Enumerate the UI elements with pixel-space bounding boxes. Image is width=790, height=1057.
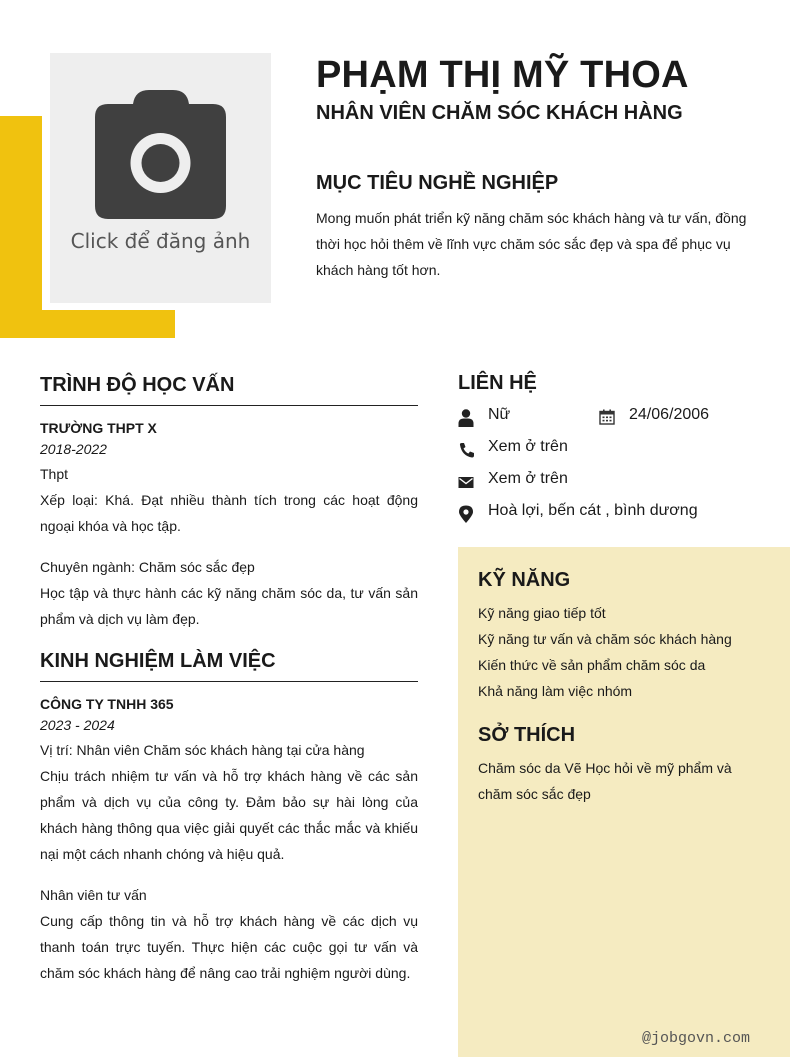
phone-icon [458,441,474,459]
contact-row-gender [458,403,778,435]
skills-heading: KỸ NĂNG [478,569,571,591]
calendar-icon [599,409,615,425]
hobbies-heading: SỞ THÍCH [478,724,576,746]
accent-bar-vertical [0,116,42,338]
career-objective-text: Mong muốn phát triển kỹ năng chăm sóc khách hàng và tư vấn, đồng thời học hỏi thêm về lĩnh vực chăm sóc sắc đẹp và spa để phục vụ khách hàng tốt hơn. [316,210,747,278]
education-rank: Xếp loại: Khá. Đạt nhiều thành tích trong các hoạt động ngoại khóa và học tập. [40,492,418,534]
career-objective-section [316,172,756,283]
left-column [40,374,418,986]
experience-desc: Chịu trách nhiệm tư vấn và hỗ trợ khách hàng về các sản phẩm và dịch vụ của công ty. Đảm bảo sự hài lòng của khách hàng thông qua việc giải quyết các thắc mắc và khiếu nại một cách nhanh chóng và hiệu quả. [40,768,418,862]
education-school: TRƯỜNG THPT X [40,420,157,436]
camera-icon [95,90,226,220]
education-level: Thpt [40,466,69,482]
experience-desc-2: Cung cấp thông tin và hỗ trợ khách hàng về các dịch vụ thanh toán trực tuyến. Thực hiện các cuộc gọi tư vấn và chăm sóc khách hàng để nâng cao trải nghiệm người dùng. [40,913,418,981]
skill-item: Kỹ năng giao tiếp tốt [478,605,606,621]
contact-row-email [458,467,778,499]
contact-heading: LIÊN HỆ [458,372,537,394]
skill-item: Khả năng làm việc nhóm [478,683,633,699]
person-icon [458,409,474,427]
hobbies-text: Chăm sóc da Vẽ Học hỏi về mỹ phẩm và chăm sóc sắc đẹp [478,760,732,802]
experience-role-2: Nhân viên tư vấn [40,887,147,903]
contact-row-phone [458,435,778,467]
education-major: Chuyên ngành: Chăm sóc sắc đẹp [40,559,255,575]
experience-heading: KINH NGHIỆM LÀM VIỆC [40,650,418,682]
experience-position: Vị trí: Nhân viên Chăm sóc khách hàng tại cửa hàng [40,742,365,758]
contact-gender: Nữ [488,406,511,423]
contact-address: Hoà lợi, bến cát , bình dương [488,502,698,519]
location-pin-icon [458,505,474,523]
career-objective-heading: MỤC TIÊU NGHỀ NGHIỆP [316,172,559,194]
experience-period: 2023 - 2024 [40,717,115,733]
side-panel [458,547,790,1057]
contact-birthday: 24/06/2006 [629,406,710,423]
contact-section [458,372,778,531]
photo-upload-label: Click để đăng ảnh [70,229,251,253]
candidate-name: PHẠM THỊ MỸ THOA [316,54,689,96]
skill-item: Kỹ năng tư vấn và chăm sóc khách hàng [478,631,732,647]
contact-phone: Xem ở trên [488,438,568,455]
contact-row-address [458,499,778,531]
watermark: @jobgovn.com [641,1030,750,1047]
contact-email: Xem ở trên [488,470,568,487]
education-major-desc: Học tập và thực hành các kỹ năng chăm sóc da, tư vấn sản phẩm và dịch vụ làm đẹp. [40,585,418,627]
job-title: NHÂN VIÊN CHĂM SÓC KHÁCH HÀNG [316,102,683,124]
photo-upload[interactable] [50,53,271,303]
skill-item: Kiến thức về sản phẩm chăm sóc da [478,657,706,673]
education-period: 2018-2022 [40,441,107,457]
education-heading: TRÌNH ĐỘ HỌC VẤN [40,374,418,406]
mail-icon [458,473,474,491]
experience-company: CÔNG TY TNHH 365 [40,696,174,712]
accent-bar-horizontal [0,310,175,338]
